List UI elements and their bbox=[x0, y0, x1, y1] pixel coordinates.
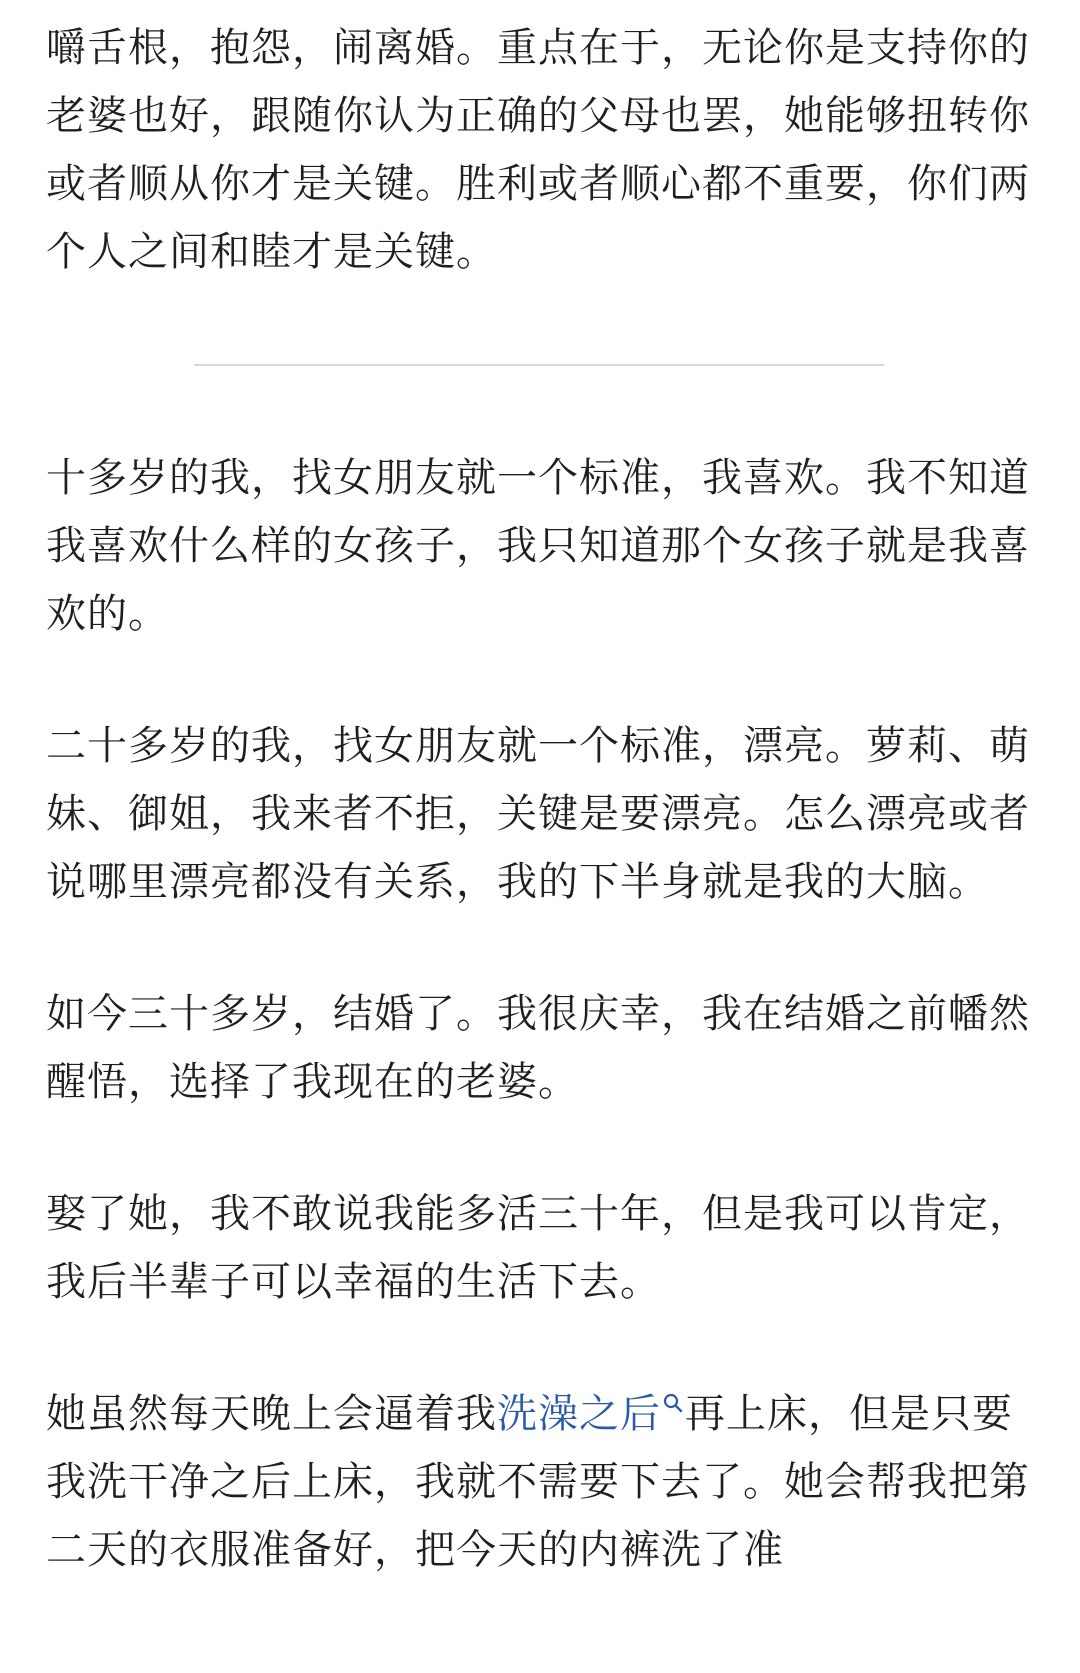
section-divider bbox=[194, 364, 884, 366]
paragraph-2: 十多岁的我，找女朋友就一个标准，我喜欢。我不知道我喜欢什么样的女孩子，我只知道那个女孩子就是我喜欢的。 bbox=[46, 455, 1030, 637]
article-body bbox=[46, 14, 1036, 1584]
paragraph-gap bbox=[46, 1316, 1036, 1380]
search-icon[interactable] bbox=[663, 1393, 683, 1413]
search-keyword-link[interactable]: 洗澡之后 bbox=[497, 1391, 661, 1437]
paragraph-6 bbox=[46, 1380, 1036, 1584]
paragraph-4: 如今三十多岁，结婚了。我很庆幸，我在结婚之前幡然醒悟，选择了我现在的老婆。 bbox=[46, 991, 1030, 1105]
paragraph-6-text-after: 再上床，但是只要我洗干净之后上床，我就不需要下去了。她会帮我把第二天的衣服准备好，把今天的内裤 bbox=[46, 1391, 1030, 1573]
paragraph-gap bbox=[46, 1116, 1036, 1180]
paragraph-6-tail: 洗了准 bbox=[661, 1527, 784, 1573]
paragraph-3: 二十多岁的我，找女朋友就一个标准，漂亮。萝莉、萌妹、御姐，我来者不拒，关键是要漂亮。怎么漂亮或者说哪里漂亮都没有关系，我的下半身就是我的大脑。 bbox=[46, 723, 1030, 905]
paragraph-5: 娶了她，我不敢说我能多活三十年，但是我可以肯定，我后半辈子可以幸福的生活下去。 bbox=[46, 1191, 1030, 1305]
paragraph-1: 嚼舌根，抱怨，闹离婚。重点在于，无论你是支持你的老婆也好，跟随你认为正确的父母也罢，她能够扭转你或者顺从你才是关键。胜利或者顺心都不重要，你们两个人之间和睦才是关键。 bbox=[46, 25, 1030, 275]
bottom-fade bbox=[0, 1633, 1080, 1673]
paragraph-gap bbox=[46, 648, 1036, 712]
paragraph-6-text-before: 她虽然每天晚上会逼着我 bbox=[46, 1391, 497, 1437]
paragraph-gap bbox=[46, 916, 1036, 980]
